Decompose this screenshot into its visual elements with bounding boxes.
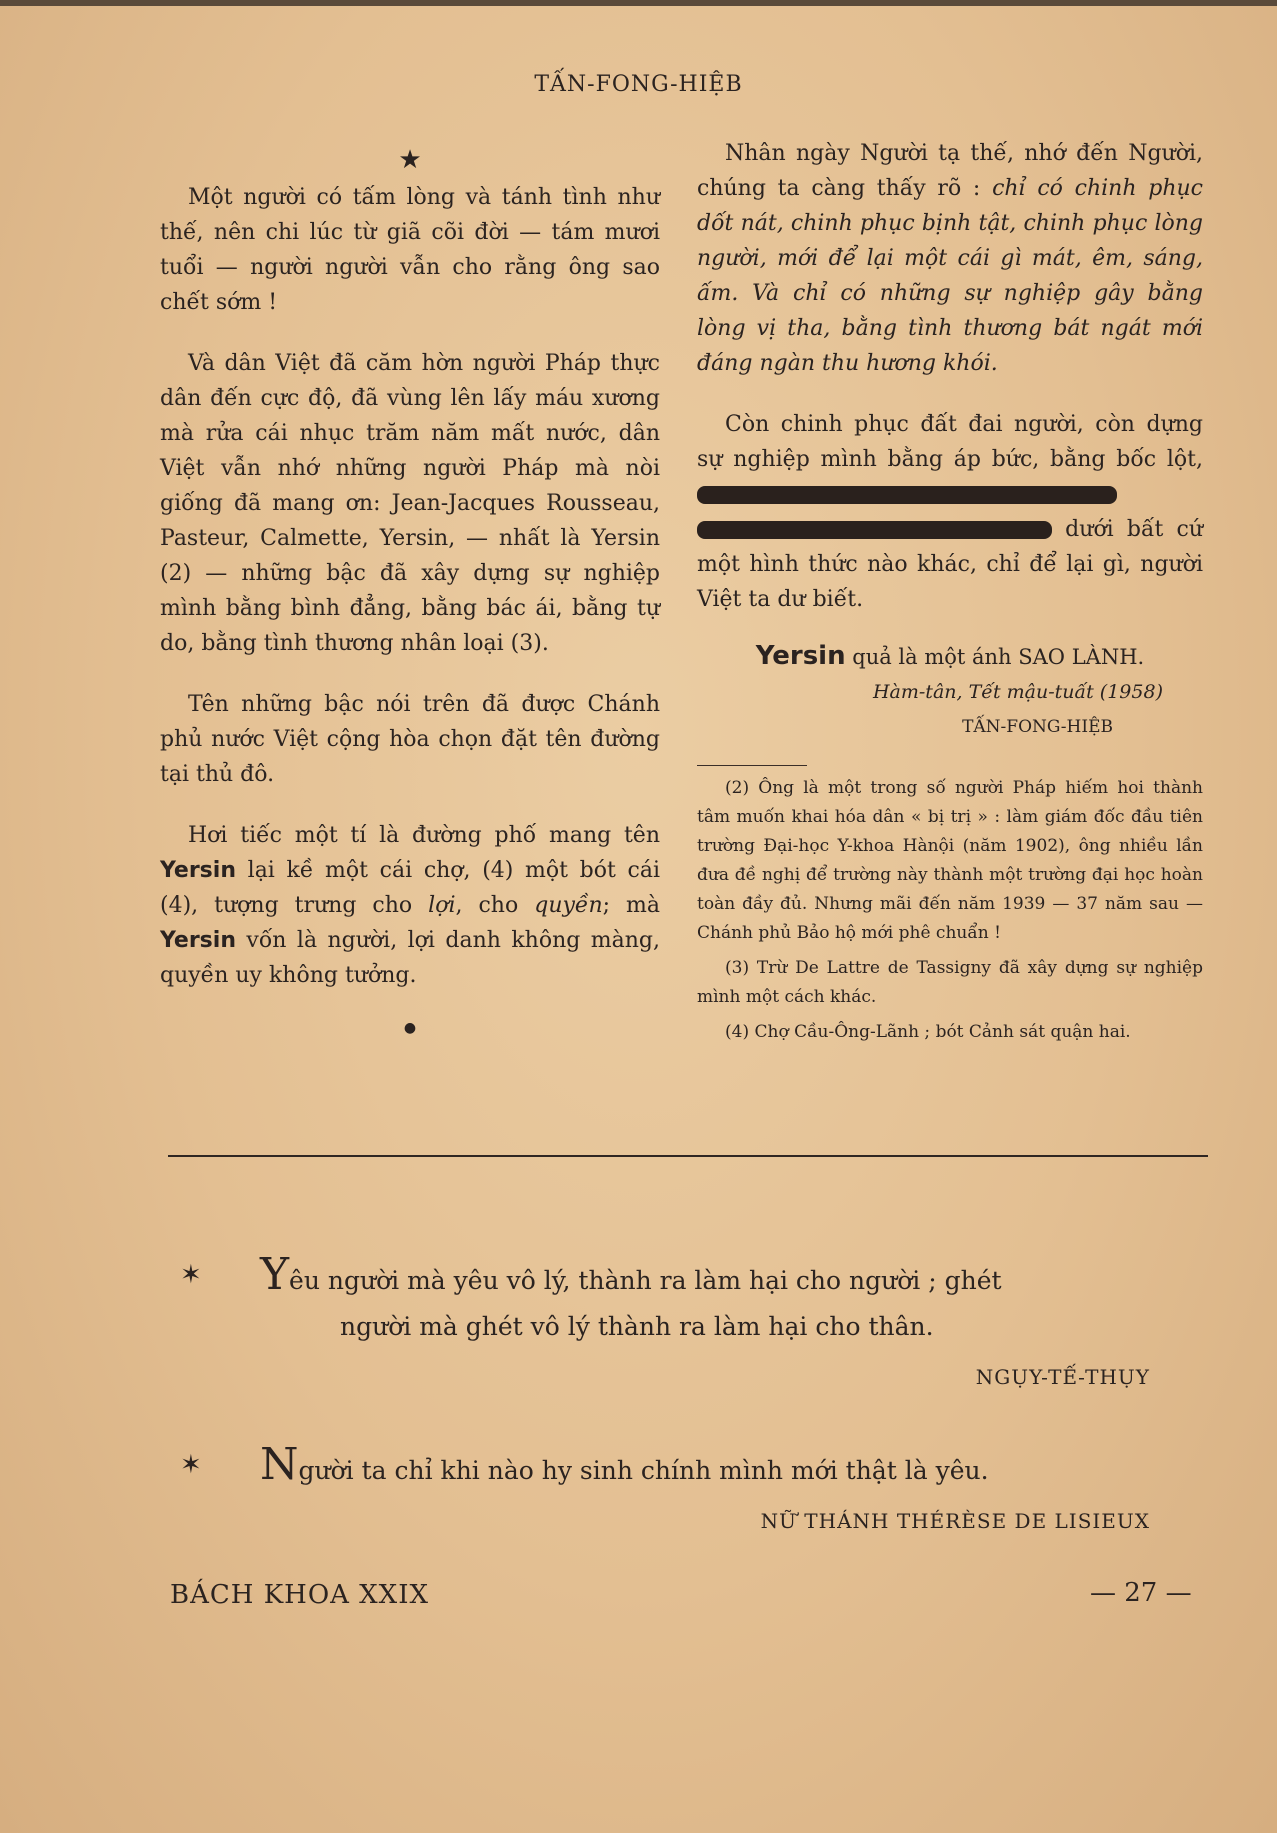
yersin-emphasis: Yersin xyxy=(160,858,236,883)
signoff-line: Yersin quả là một ánh SAO LÀNH. xyxy=(755,641,1145,671)
footnote-4: (4) Chợ Cầu-Ông-Lãnh ; bót Cảnh sát quận hai. xyxy=(725,1022,1131,1042)
paragraph-6: Còn chinh phục đất đai người, còn dựng sự nghiệp mình bằng áp bức, bằng bốc lột, dưới bất cứ một hình thức nào khác, chỉ để lại gì, người Việt ta dư biết. xyxy=(697,412,1203,612)
quote-author: NỮ THÁNH THÉRÈSE DE LISIEUX xyxy=(760,1509,1150,1533)
quote-1 xyxy=(180,1249,1210,1400)
running-header: TẤN-FONG-HIỆB xyxy=(534,72,743,97)
footnote-3: (3) Trừ De Lattre de Tassigny đã xây dựng sự nghiệp mình một cách khác. xyxy=(697,958,1203,1007)
right-column xyxy=(697,136,1203,1053)
quote-author: NGỤY-TẾ-THỤY xyxy=(975,1365,1150,1389)
page-top-edge xyxy=(0,0,1277,6)
article-author: TẤN-FONG-HIỆB xyxy=(962,717,1113,737)
publication-name: BÁCH KHOA XXIX xyxy=(170,1580,429,1610)
left-column xyxy=(160,145,661,1046)
paragraph-2: Và dân Việt đã căm hờn người Pháp thực dân đến cực độ, đã vùng lên lấy máu xương mà rửa cái nhục trăm năm mất nước, dân Việt vẫn nhớ những người Pháp mà nòi giống đã mang ơn: Jean-Jacques Rousseau, Pasteur, Calmette, Yersin, — nhất là Yersin (2) — những bậc đã xây dựng sự nghiệp mình bằng bình đẳng, bằng bác ái, bằng tự do, bằng tình thương nhân loại (3). xyxy=(160,351,660,656)
footnote-2: (2) Ông là một trong số người Pháp hiếm hoi thành tâm muốn khai hóa dân « bị trị » : làm giám đốc đầu tiên trường Đại-học Y-khoa Hànội (năm 1902), ông nhiều lần đưa đề nghị để trường này thành một trường đại học hoàn toàn đầy đủ. Nhưng mãi đến năm 1939 — 37 năm sau — Chánh phủ Bảo hộ mới phê chuẩn ! xyxy=(697,778,1203,943)
yersin-emphasis: Yersin xyxy=(160,928,236,953)
quote-line: người mà ghét vô lý thành ra làm hại cho thân. xyxy=(340,1312,934,1341)
place-date: Hàm-tân, Tết mậu-tuất (1958) xyxy=(872,681,1163,703)
end-mark-icon: ● xyxy=(403,1020,417,1036)
star-icon: ✶ xyxy=(180,1260,202,1290)
page-number: — 27 — xyxy=(1090,1578,1192,1608)
redaction-bar xyxy=(697,486,1117,504)
star-icon: ✶ xyxy=(180,1450,202,1480)
paragraph-3: Tên những bậc nói trên đã được Chánh phủ nước Việt cộng hòa chọn đặt tên đường tại thủ đô. xyxy=(160,692,660,787)
footnotes xyxy=(697,774,1203,1047)
quote-line: Yêu người mà yêu vô lý, thành ra làm hại cho người ; ghét xyxy=(260,1249,1002,1300)
quote-2 xyxy=(180,1439,1210,1544)
section-divider xyxy=(168,1155,1208,1157)
paragraph-4: Hơi tiếc một tí là đường phố mang tên Yersin lại kề một cái chợ, (4) một bót cái (4), tượng trưng cho lợi, cho quyền; mà Yersin vốn là người, lợi danh không màng, quyền uy không tưởng. xyxy=(160,823,661,988)
paragraph-5: Nhân ngày Người tạ thế, nhớ đến Người, chúng ta càng thấy rõ : chỉ có chinh phục dốt nát, chinh phục bịnh tật, chinh phục lòng người, mới để lại một cái gì mát, êm, sáng, ấm. Và chỉ có những sự nghiệp gây bằng lòng vị tha, bằng tình thương bát ngát mới đáng ngàn thu hương khói. xyxy=(697,141,1203,376)
paragraph-1: Một người có tấm lòng và tánh tình như thế, nên chi lúc từ giã cõi đời — tám mươi tuổi — người người vẫn cho rằng ông sao chết sớm ! xyxy=(160,185,660,315)
footnote-rule xyxy=(697,765,807,774)
quote-line: Người ta chỉ khi nào hy sinh chính mình mới thật là yêu. xyxy=(260,1439,989,1490)
section-star-icon: ★ xyxy=(398,145,422,175)
redaction-bar xyxy=(697,521,1052,539)
